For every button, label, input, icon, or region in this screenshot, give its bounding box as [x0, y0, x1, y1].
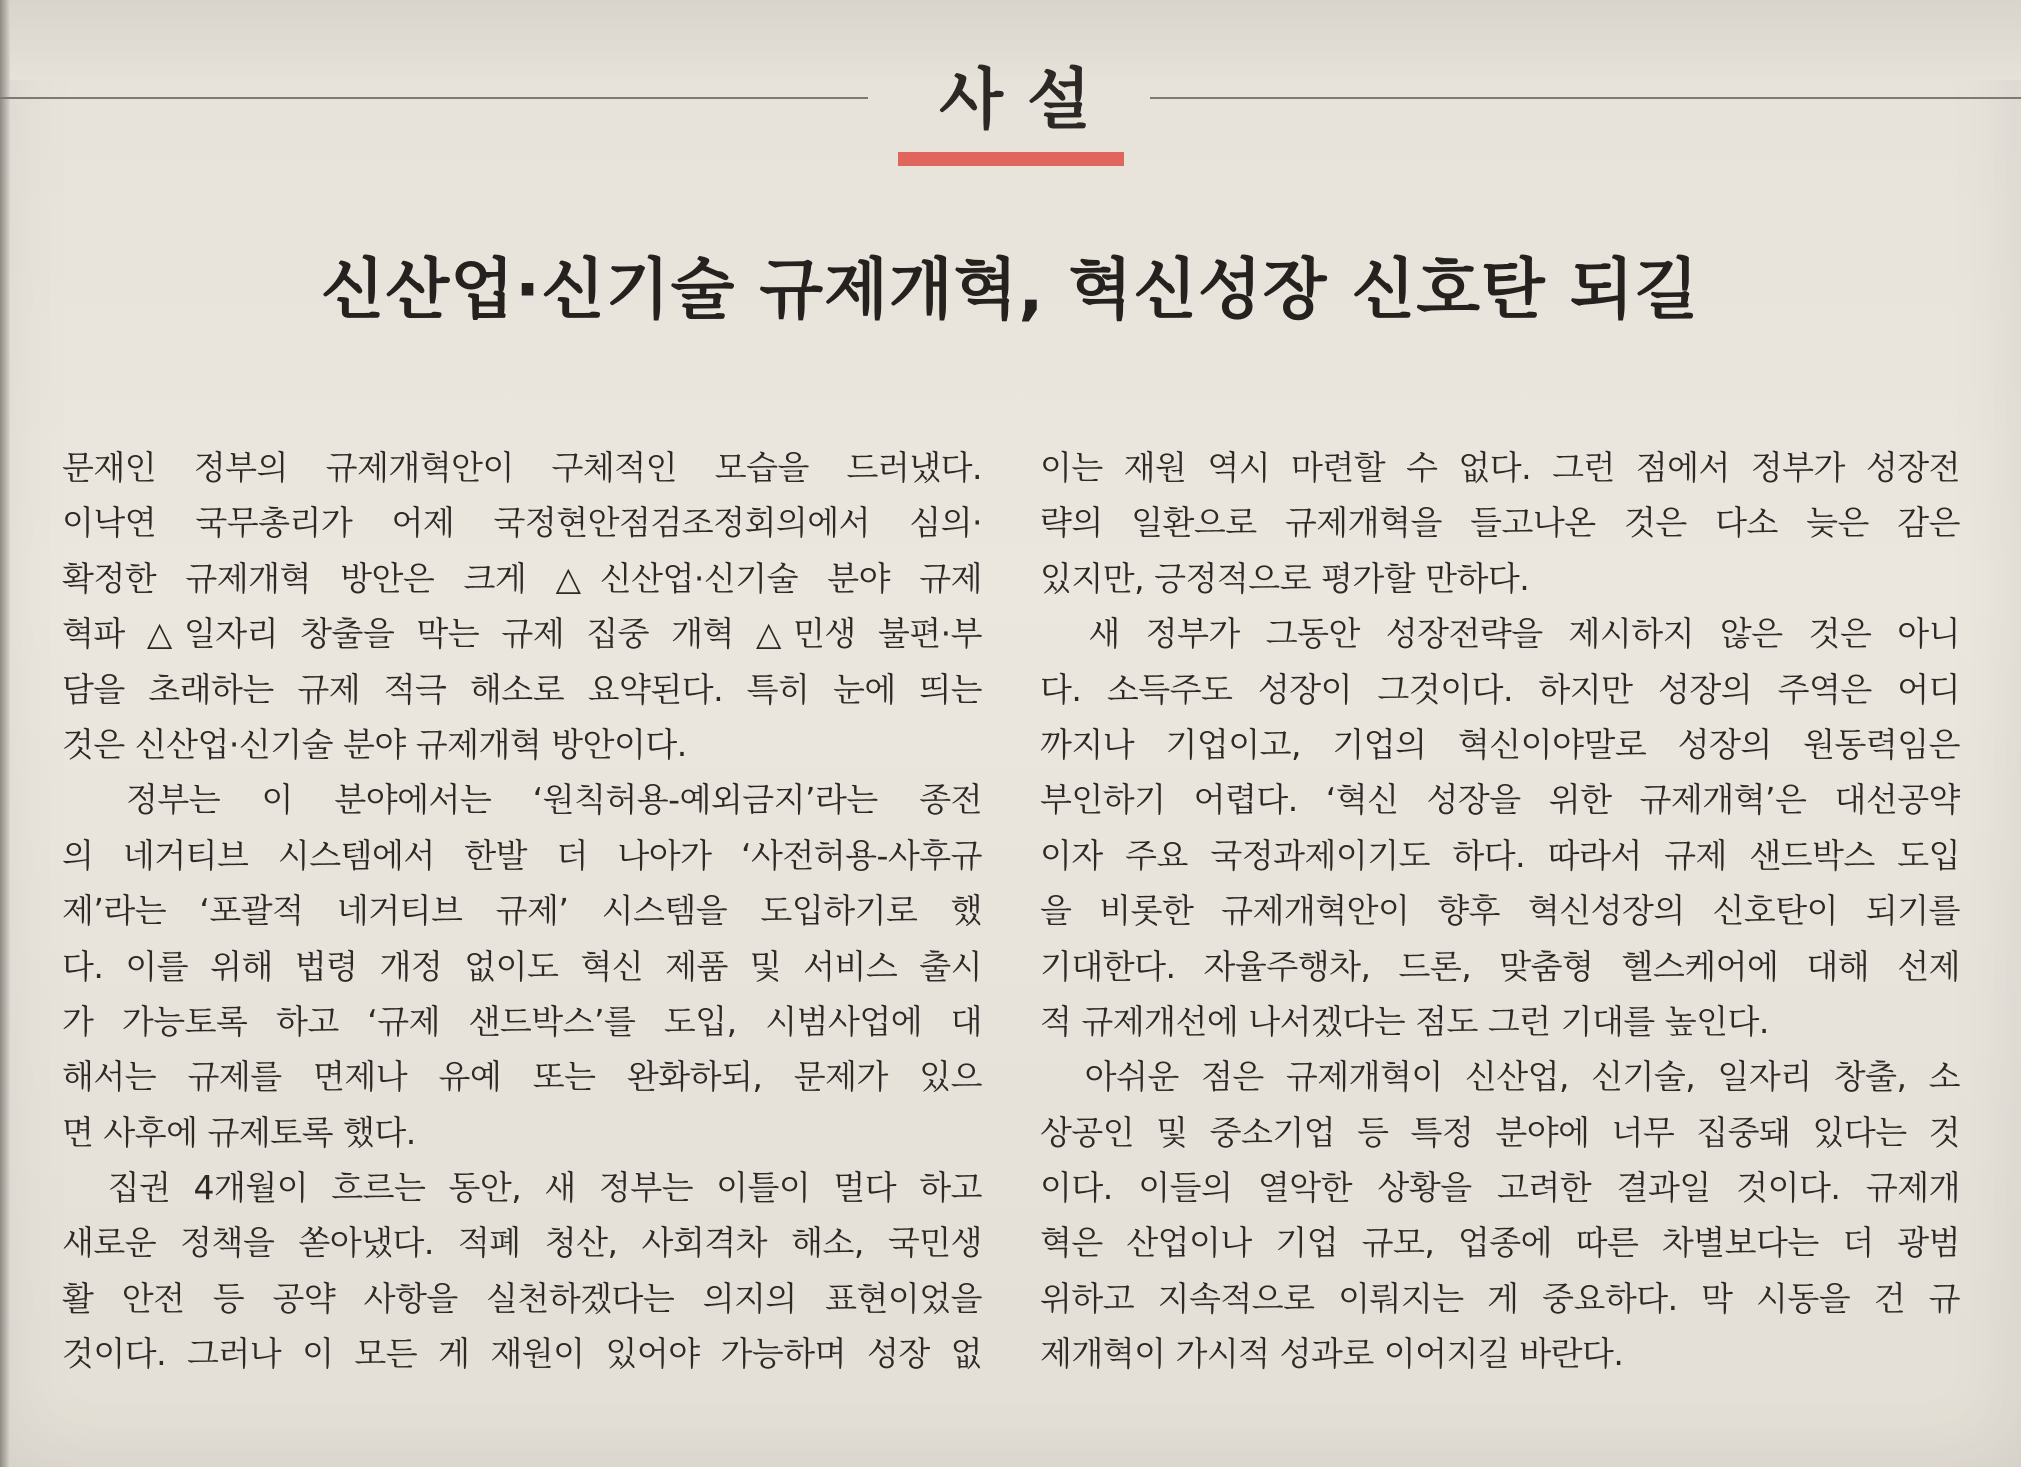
text-line: 가 가능토록 하고 ‘규제 샌드박스’를 도입, 시범사업에 대	[62, 1001, 982, 1041]
text-line: 면 사후에 규제토록 했다.	[62, 1112, 416, 1152]
text-line: 적 규제개선에 나서겠다는 점도 그런 기대를 높인다.	[1040, 1001, 1769, 1041]
section-label: 사설	[939, 61, 1115, 138]
text-line: 을 비롯한 규제개혁안이 향후 혁신성장의 신호탄이 되기를	[1040, 891, 1960, 931]
text-line: 이자 주요 국정과제이기도 하다. 따라서 규제 샌드박스 도입	[1040, 835, 1960, 875]
text-line: 략의 일환으로 규제개혁을 들고나온 것은 다소 늦은 감은	[1040, 503, 1960, 543]
text-line: 상공인 및 중소기업 등 특정 분야에 너무 집중돼 있다는 것	[1040, 1112, 1960, 1152]
text-line: 해서는 규제를 면제나 유예 또는 완화하되, 문제가 있으	[62, 1057, 982, 1097]
header-rule-right	[1150, 97, 2021, 99]
text-line: 문재인 정부의 규제개혁안이 구체적인 모습을 드러냈다.	[62, 448, 982, 487]
text-line: 제’라는 ‘포괄적 네거티브 규제’ 시스템을 도입하기로 했	[62, 891, 982, 931]
text-line: 새로운 정책을 쏟아냈다. 적폐 청산, 사회격차 해소, 국민생	[62, 1223, 982, 1263]
text-line: 의 네거티브 시스템에서 한발 더 나아가 ‘사전허용-사후규	[62, 835, 982, 875]
text-line: 혁파 △일자리 창출을 막는 규제 집중 개혁 △민생 불편·부	[62, 614, 982, 654]
text-line: 제개혁이 가시적 성과로 이어지길 바란다.	[1040, 1334, 1624, 1374]
text-line: 것은 신산업·신기술 분야 규제개혁 방안이다.	[62, 724, 687, 764]
text-line: 아쉬운 점은 규제개혁이 신산업, 신기술, 일자리 창출, 소	[1040, 1057, 1960, 1097]
header-rule-left	[0, 97, 868, 99]
text-line: 것이다. 그러나 이 모든 게 재원이 있어야 가능하며 성장 없	[62, 1334, 982, 1374]
text-line: 까지나 기업이고, 기업의 혁신이야말로 성장의 원동력임은	[1040, 724, 1960, 764]
section-label-underline	[898, 152, 1124, 166]
text-line: 위하고 지속적으로 이뤄지는 게 중요하다. 막 시동을 건 규	[1040, 1278, 1960, 1318]
text-line: 이는 재원 역시 마련할 수 없다. 그런 점에서 정부가 성장전	[1040, 448, 1960, 487]
text-line: 활 안전 등 공약 사항을 실천하겠다는 의지의 표현이었을	[62, 1278, 982, 1318]
article-column-left	[62, 440, 982, 1382]
text-line: 부인하기 어렵다. ‘혁신 성장을 위한 규제개혁’은 대선공약	[1040, 780, 1960, 820]
text-line: 담을 초래하는 규제 적극 해소로 요약된다. 특히 눈에 띄는	[62, 669, 982, 709]
text-line: 있지만, 긍정적으로 평가할 만하다.	[1040, 558, 1530, 598]
page-left-edge	[0, 0, 10, 1467]
text-line: 이다. 이들의 열악한 상황을 고려한 결과일 것이다. 규제개	[1040, 1168, 1960, 1208]
text-line: 다. 소득주도 성장이 그것이다. 하지만 성장의 주역은 어디	[1040, 669, 1960, 709]
text-line: 정부는 이 분야에서는 ‘원칙허용-예외금지’라는 종전	[62, 780, 982, 820]
text-line: 이낙연 국무총리가 어제 국정현안점검조정회의에서 심의·	[62, 503, 982, 543]
text-line: 집권 4개월이 흐르는 동안, 새 정부는 이틀이 멀다 하고	[62, 1168, 982, 1208]
text-line: 확정한 규제개혁 방안은 크게 △신산업·신기술 분야 규제	[62, 558, 982, 598]
text-line: 다. 이를 위해 법령 개정 없이도 혁신 제품 및 서비스 출시	[62, 946, 982, 986]
text-line: 기대한다. 자율주행차, 드론, 맞춤형 헬스케어에 대해 선제	[1040, 946, 1960, 986]
article-column-right	[1040, 440, 1960, 1382]
text-line: 새 정부가 그동안 성장전략을 제시하지 않은 것은 아니	[1040, 614, 1960, 654]
editorial-headline: 신산업·신기술 규제개혁, 혁신성장 신호탄 되길	[320, 251, 1700, 328]
text-line: 혁은 산업이나 기업 규모, 업종에 따른 차별보다는 더 광범	[1040, 1223, 1960, 1263]
